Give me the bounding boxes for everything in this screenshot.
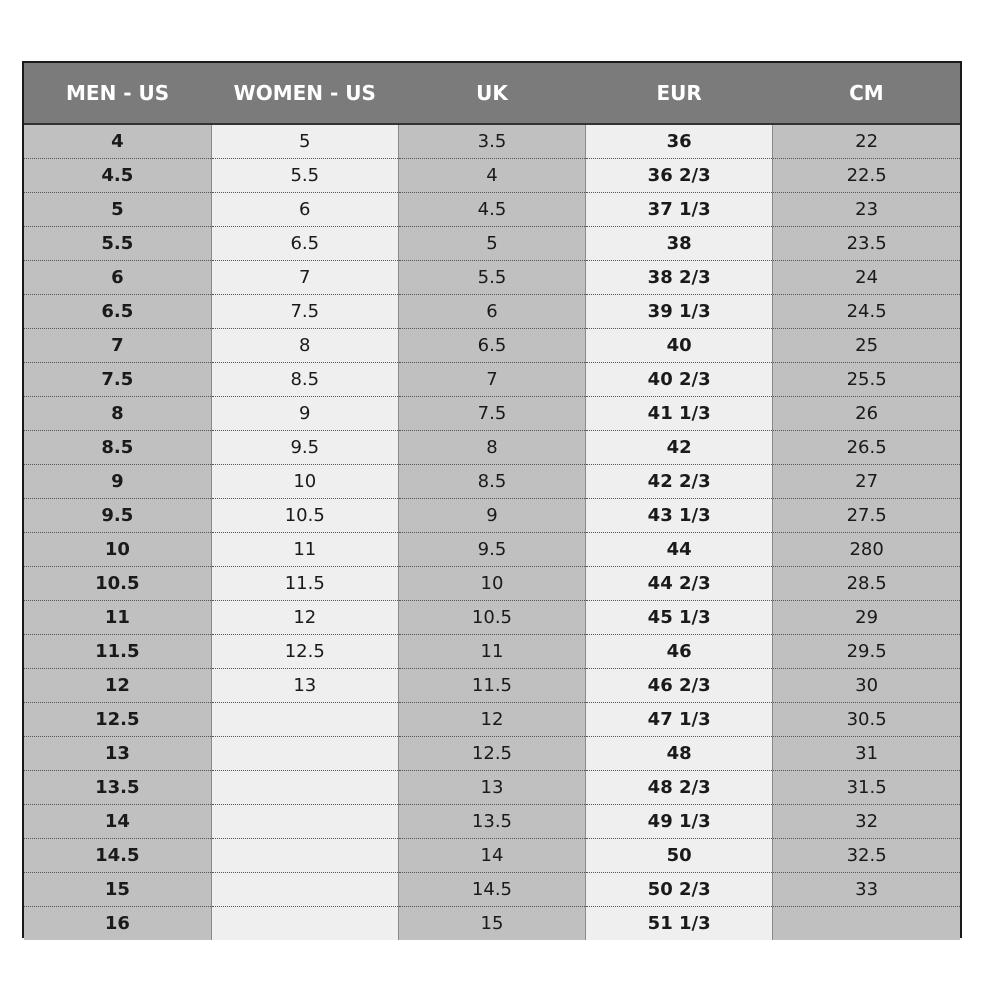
eur-cell: 48 — [586, 737, 773, 771]
women-us-cell: 6 — [211, 193, 398, 227]
cm-cell: 27 — [773, 465, 960, 499]
eur-cell: 38 2/3 — [586, 261, 773, 295]
cm-cell: 31.5 — [773, 771, 960, 805]
eur-cell: 50 — [586, 839, 773, 873]
header-eur: EUR — [586, 63, 773, 124]
cm-cell: 26.5 — [773, 431, 960, 465]
women-us-cell: 8 — [211, 329, 398, 363]
table-row — [24, 601, 960, 635]
table-row — [24, 873, 960, 907]
table-row — [24, 159, 960, 193]
table-row — [24, 329, 960, 363]
uk-cell: 12 — [398, 703, 585, 737]
header-women-us: WOMEN - US — [211, 63, 398, 124]
men-us-cell: 10 — [24, 533, 211, 567]
cm-cell: 23.5 — [773, 227, 960, 261]
header-row — [24, 63, 960, 124]
table-row — [24, 771, 960, 805]
cm-cell: 24 — [773, 261, 960, 295]
cm-cell: 32 — [773, 805, 960, 839]
uk-cell: 13.5 — [398, 805, 585, 839]
women-us-cell — [211, 805, 398, 839]
men-us-cell: 13.5 — [24, 771, 211, 805]
men-us-cell: 11 — [24, 601, 211, 635]
table-row — [24, 839, 960, 873]
eur-cell: 43 1/3 — [586, 499, 773, 533]
men-us-cell: 9.5 — [24, 499, 211, 533]
cm-cell: 22.5 — [773, 159, 960, 193]
eur-cell: 45 1/3 — [586, 601, 773, 635]
eur-cell: 46 — [586, 635, 773, 669]
men-us-cell: 8.5 — [24, 431, 211, 465]
uk-cell: 7.5 — [398, 397, 585, 431]
table-row — [24, 295, 960, 329]
cm-cell: 29.5 — [773, 635, 960, 669]
eur-cell: 42 — [586, 431, 773, 465]
uk-cell: 14 — [398, 839, 585, 873]
uk-cell: 4 — [398, 159, 585, 193]
women-us-cell: 5.5 — [211, 159, 398, 193]
men-us-cell: 12.5 — [24, 703, 211, 737]
table-row — [24, 499, 960, 533]
men-us-cell: 14.5 — [24, 839, 211, 873]
men-us-cell: 14 — [24, 805, 211, 839]
cm-cell: 23 — [773, 193, 960, 227]
eur-cell: 39 1/3 — [586, 295, 773, 329]
uk-cell: 6 — [398, 295, 585, 329]
table-row — [24, 805, 960, 839]
cm-cell: 25.5 — [773, 363, 960, 397]
uk-cell: 12.5 — [398, 737, 585, 771]
uk-cell: 14.5 — [398, 873, 585, 907]
eur-cell: 40 2/3 — [586, 363, 773, 397]
men-us-cell: 7.5 — [24, 363, 211, 397]
women-us-cell — [211, 771, 398, 805]
eur-cell: 38 — [586, 227, 773, 261]
women-us-cell: 12 — [211, 601, 398, 635]
eur-cell: 36 2/3 — [586, 159, 773, 193]
uk-cell: 8.5 — [398, 465, 585, 499]
uk-cell: 9 — [398, 499, 585, 533]
cm-cell: 30 — [773, 669, 960, 703]
header-men-us: MEN - US — [24, 63, 211, 124]
table-row — [24, 669, 960, 703]
women-us-cell: 10 — [211, 465, 398, 499]
header-uk: UK — [398, 63, 585, 124]
table-row — [24, 227, 960, 261]
cm-cell: 24.5 — [773, 295, 960, 329]
men-us-cell: 9 — [24, 465, 211, 499]
women-us-cell: 11 — [211, 533, 398, 567]
uk-cell: 15 — [398, 907, 585, 941]
uk-cell: 5 — [398, 227, 585, 261]
table-row — [24, 193, 960, 227]
uk-cell: 10 — [398, 567, 585, 601]
women-us-cell: 13 — [211, 669, 398, 703]
eur-cell: 49 1/3 — [586, 805, 773, 839]
men-us-cell: 7 — [24, 329, 211, 363]
table-row — [24, 124, 960, 159]
header-cm: CM — [773, 63, 960, 124]
men-us-cell: 12 — [24, 669, 211, 703]
cm-cell: 29 — [773, 601, 960, 635]
eur-cell: 41 1/3 — [586, 397, 773, 431]
men-us-cell: 5.5 — [24, 227, 211, 261]
uk-cell: 3.5 — [398, 124, 585, 159]
size-chart — [22, 61, 962, 938]
men-us-cell: 10.5 — [24, 567, 211, 601]
women-us-cell: 9 — [211, 397, 398, 431]
cm-cell: 30.5 — [773, 703, 960, 737]
cm-cell: 26 — [773, 397, 960, 431]
men-us-cell: 8 — [24, 397, 211, 431]
table-row — [24, 567, 960, 601]
uk-cell: 8 — [398, 431, 585, 465]
women-us-cell — [211, 703, 398, 737]
cm-cell: 32.5 — [773, 839, 960, 873]
table-row — [24, 635, 960, 669]
women-us-cell: 11.5 — [211, 567, 398, 601]
uk-cell: 5.5 — [398, 261, 585, 295]
uk-cell: 7 — [398, 363, 585, 397]
men-us-cell: 11.5 — [24, 635, 211, 669]
table-row — [24, 907, 960, 941]
eur-cell: 40 — [586, 329, 773, 363]
women-us-cell: 8.5 — [211, 363, 398, 397]
men-us-cell: 4.5 — [24, 159, 211, 193]
eur-cell: 44 2/3 — [586, 567, 773, 601]
cm-cell: 28.5 — [773, 567, 960, 601]
cm-cell: 27.5 — [773, 499, 960, 533]
table-row — [24, 261, 960, 295]
women-us-cell — [211, 873, 398, 907]
cm-cell — [773, 907, 960, 941]
men-us-cell: 13 — [24, 737, 211, 771]
eur-cell: 42 2/3 — [586, 465, 773, 499]
women-us-cell — [211, 907, 398, 941]
uk-cell: 13 — [398, 771, 585, 805]
uk-cell: 11.5 — [398, 669, 585, 703]
women-us-cell: 10.5 — [211, 499, 398, 533]
eur-cell: 50 2/3 — [586, 873, 773, 907]
women-us-cell: 6.5 — [211, 227, 398, 261]
uk-cell: 10.5 — [398, 601, 585, 635]
eur-cell: 44 — [586, 533, 773, 567]
uk-cell: 9.5 — [398, 533, 585, 567]
men-us-cell: 5 — [24, 193, 211, 227]
table-row — [24, 703, 960, 737]
women-us-cell: 9.5 — [211, 431, 398, 465]
cm-cell: 31 — [773, 737, 960, 771]
women-us-cell: 12.5 — [211, 635, 398, 669]
men-us-cell: 6 — [24, 261, 211, 295]
table-row — [24, 737, 960, 771]
uk-cell: 6.5 — [398, 329, 585, 363]
men-us-cell: 15 — [24, 873, 211, 907]
size-table — [24, 63, 960, 940]
table-row — [24, 431, 960, 465]
eur-cell: 47 1/3 — [586, 703, 773, 737]
eur-cell: 46 2/3 — [586, 669, 773, 703]
women-us-cell — [211, 737, 398, 771]
men-us-cell: 6.5 — [24, 295, 211, 329]
table-row — [24, 465, 960, 499]
eur-cell: 48 2/3 — [586, 771, 773, 805]
men-us-cell: 16 — [24, 907, 211, 941]
men-us-cell: 4 — [24, 124, 211, 159]
uk-cell: 11 — [398, 635, 585, 669]
cm-cell: 25 — [773, 329, 960, 363]
table-row — [24, 397, 960, 431]
table-row — [24, 533, 960, 567]
eur-cell: 37 1/3 — [586, 193, 773, 227]
uk-cell: 4.5 — [398, 193, 585, 227]
women-us-cell — [211, 839, 398, 873]
women-us-cell: 7 — [211, 261, 398, 295]
cm-cell: 280 — [773, 533, 960, 567]
table-row — [24, 363, 960, 397]
eur-cell: 36 — [586, 124, 773, 159]
table-body — [24, 124, 960, 940]
cm-cell: 33 — [773, 873, 960, 907]
women-us-cell: 5 — [211, 124, 398, 159]
cm-cell: 22 — [773, 124, 960, 159]
women-us-cell: 7.5 — [211, 295, 398, 329]
eur-cell: 51 1/3 — [586, 907, 773, 941]
